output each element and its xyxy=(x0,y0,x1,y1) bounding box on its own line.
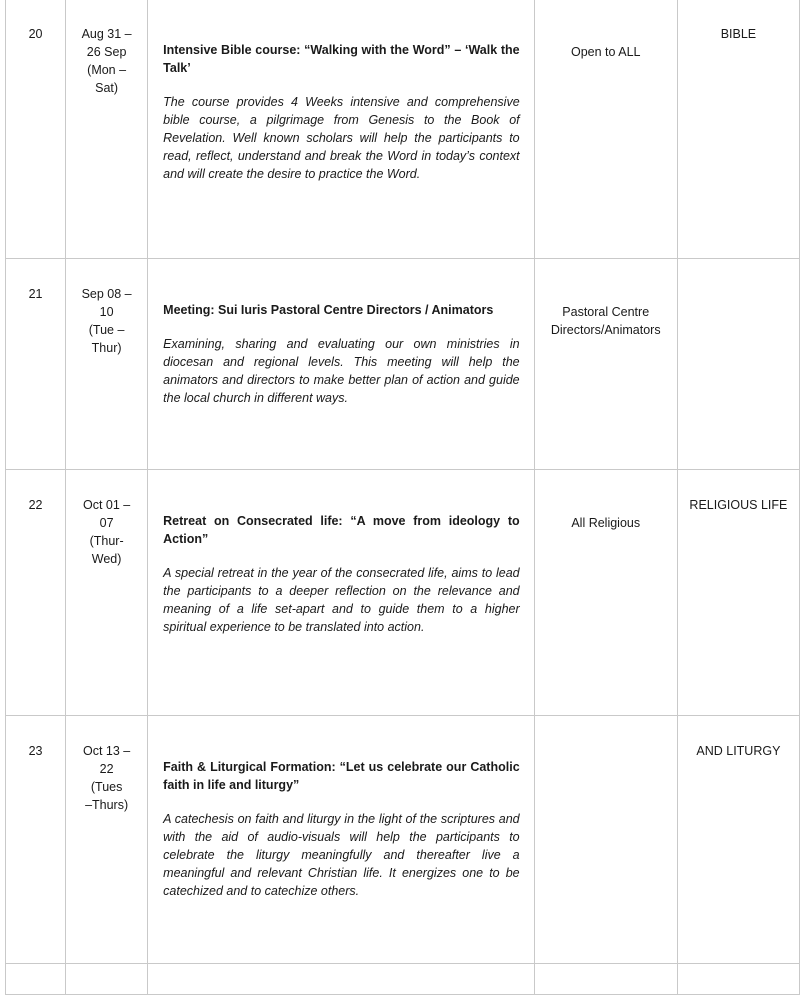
date-line: Sat) xyxy=(95,81,119,95)
date-line: Oct 13 – xyxy=(82,744,131,758)
program-title: Retreat on Consecrated life: “A move from ideology to Action” xyxy=(163,514,520,546)
program-description xyxy=(148,716,534,964)
category-cell: BIBLE xyxy=(677,0,799,259)
row-number: 21 xyxy=(6,259,66,470)
date-line: 22 xyxy=(99,762,114,776)
table-row xyxy=(6,0,800,259)
row-number xyxy=(6,964,66,995)
date-line: (Tue – xyxy=(88,323,125,337)
audience-cell xyxy=(534,716,677,964)
date-line: –Thurs) xyxy=(85,798,129,812)
row-number: 23 xyxy=(6,716,66,964)
date-cell xyxy=(66,0,148,259)
category-cell: RELIGIOUS LIFE xyxy=(677,470,799,716)
date-line: 07 xyxy=(99,516,114,530)
table-row xyxy=(6,716,800,964)
category-cell: AND LITURGY xyxy=(677,716,799,964)
program-title: Faith & Liturgical Formation: “Let us celebrate our Catholic faith in life and liturgy” xyxy=(163,760,520,792)
program-description xyxy=(148,964,534,995)
date-line: Thur) xyxy=(91,341,122,355)
table-row xyxy=(6,259,800,470)
program-description xyxy=(148,0,534,259)
date-line: 26 Sep xyxy=(86,45,127,59)
category-cell xyxy=(677,964,799,995)
row-number: 20 xyxy=(6,0,66,259)
date-cell xyxy=(66,964,148,995)
audience-cell: Pastoral Centre Directors/Animators xyxy=(534,259,677,470)
program-summary: A catechesis on faith and liturgy in the light of the scriptures and with the aid of audio-visuals will help the participants to celebrate the liturgy meaningfully and thereafter live a meaningful and relevant Christian life. It energizes one to be catechized and to catechize others. xyxy=(163,812,520,898)
category-cell xyxy=(677,259,799,470)
date-line: (Thur- xyxy=(89,534,124,548)
program-summary: A special retreat in the year of the consecrated life, aims to lead the participants to a deeper reflection on the relevance and meaning of a life set-apart and to guide them to a higher spiritual experience to be translated into action. xyxy=(163,566,520,634)
date-line: Wed) xyxy=(91,552,122,566)
program-title: Meeting: Sui Iuris Pastoral Centre Directors / Animators xyxy=(163,303,494,317)
audience-cell xyxy=(534,964,677,995)
date-line: Aug 31 – xyxy=(81,27,132,41)
table-row xyxy=(6,470,800,716)
program-summary: Examining, sharing and evaluating our own ministries in diocesan and regional levels. This meeting will help the animators and directors to make better plan of action and guide the local church in different ways. xyxy=(163,337,520,405)
row-number: 22 xyxy=(6,470,66,716)
date-cell xyxy=(66,470,148,716)
date-line: (Tues xyxy=(90,780,123,794)
program-title: Intensive Bible course: “Walking with the Word” – ‘Walk the Talk’ xyxy=(163,43,520,75)
date-cell xyxy=(66,259,148,470)
program-description xyxy=(148,470,534,716)
date-line: 10 xyxy=(99,305,114,319)
program-table xyxy=(5,0,800,995)
date-line: Sep 08 – xyxy=(81,287,132,301)
program-summary: The course provides 4 Weeks intensive and comprehensive bible course, a pilgrimage from Genesis to the Book of Revelation. Well known scholars will help the participants to read, reflect, understand and break the Word in today’s context and will create the desire to practice the Word. xyxy=(163,95,520,181)
date-cell xyxy=(66,716,148,964)
program-description xyxy=(148,259,534,470)
audience-cell: Open to ALL xyxy=(534,0,677,259)
date-line: Oct 01 – xyxy=(82,498,131,512)
audience-cell: All Religious xyxy=(534,470,677,716)
table-row xyxy=(6,964,800,995)
date-line: (Mon – xyxy=(87,63,127,77)
